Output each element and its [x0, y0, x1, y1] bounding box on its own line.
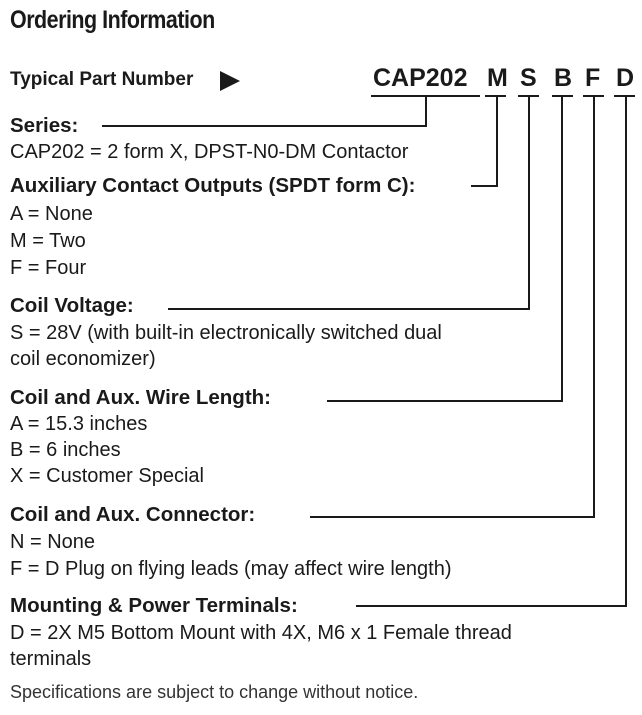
section-heading-wire-length: Coil and Aux. Wire Length: [10, 386, 271, 409]
option-line: CAP202 = 2 form X, DPST-N0-DM Contactor [10, 141, 409, 163]
section-heading-coil-voltage: Coil Voltage: [10, 294, 134, 317]
leader-coil-voltage [168, 96, 529, 309]
option-line: F = Four [10, 257, 87, 279]
leader-mounting [356, 96, 626, 606]
part-code-connector: F [585, 64, 601, 92]
option-line: M = Two [10, 230, 86, 252]
footnote: Specifications are subject to change without notice. [10, 682, 419, 702]
part-code-series: CAP202 [373, 64, 468, 92]
part-code-mounting: D [616, 64, 635, 92]
option-line: S = 28V (with built-in electronically switched dual [10, 322, 442, 344]
option-line: D = 2X M5 Bottom Mount with 4X, M6 x 1 Female thread [10, 622, 512, 644]
page-title: Ordering Information [10, 6, 215, 34]
part-code-coil-voltage: S [520, 64, 537, 92]
option-line: N = None [10, 531, 96, 553]
section-heading-mounting: Mounting & Power Terminals: [10, 594, 298, 617]
section-heading-series: Series: [10, 114, 79, 137]
option-line: A = 15.3 inches [10, 413, 148, 435]
part-code-aux-outputs: M [487, 64, 508, 92]
typical-part-number-label: Typical Part Number [10, 69, 194, 90]
part-code-wire-length: B [554, 64, 573, 92]
option-line: terminals [10, 648, 92, 670]
option-line: coil economizer) [10, 348, 156, 370]
section-heading-aux-outputs: Auxiliary Contact Outputs (SPDT form C): [10, 174, 416, 197]
option-line: A = None [10, 203, 93, 225]
option-line: F = D Plug on flying leads (may affect wire length) [10, 558, 452, 580]
section-heading-connector: Coil and Aux. Connector: [10, 503, 256, 526]
leader-series [102, 96, 426, 126]
option-line: B = 6 inches [10, 439, 121, 461]
option-line: X = Customer Special [10, 465, 204, 487]
leader-aux-outputs [471, 96, 497, 186]
